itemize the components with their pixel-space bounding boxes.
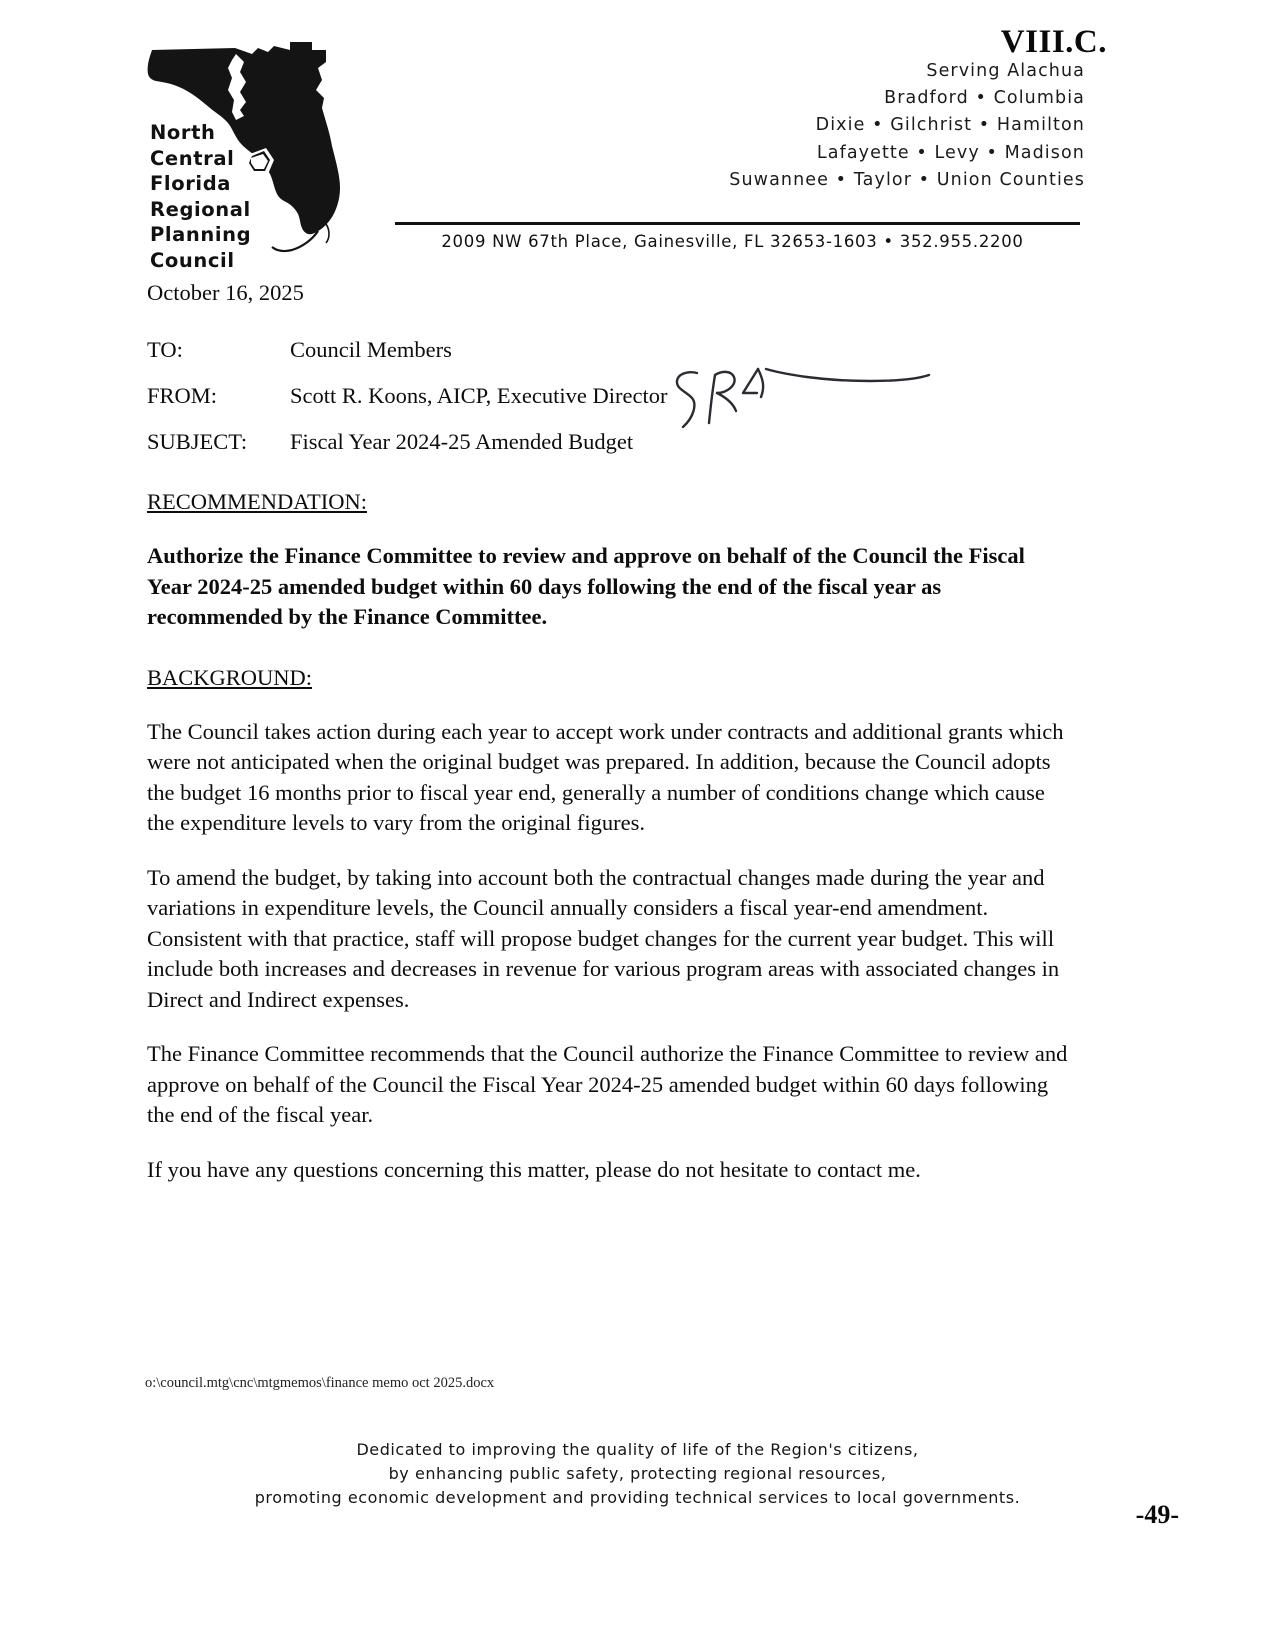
- memo-body: [147, 278, 1072, 1209]
- letterhead-address: 2009 NW 67th Place, Gainesville, FL 32653-1603 • 352.955.2200: [441, 232, 1024, 251]
- tagline-line-3: promoting economic development and providing technical services to local governments.: [254, 1488, 1021, 1507]
- logo-line-4: Regional: [150, 197, 251, 221]
- memo-value-from: Scott R. Koons, AICP, Executive Director: [290, 383, 668, 408]
- letterhead: [0, 0, 1275, 270]
- memo-label-from: FROM:: [147, 383, 218, 408]
- background-heading: BACKGROUND:: [147, 664, 313, 690]
- memo-label-subject: SUBJECT:: [147, 429, 248, 454]
- recommendation-heading: RECOMMENDATION:: [147, 489, 368, 514]
- memo-date: October 16, 2025: [147, 280, 304, 305]
- memo-row-to: [147, 335, 1072, 365]
- background-paragraph-2: To amend the budget, by taking into account both the contractual changes made during the year and variations in expenditure levels, the Council annually considers a fiscal year-end amendment. Consistent with that practice, staff will propose budget changes for the current year budget. This will include both increases and decreases in revenue for various program areas with associated changes in Direct and Indirect expenses.: [147, 864, 1060, 1012]
- page-number: -49-: [1135, 1500, 1179, 1529]
- council-logo: [140, 28, 380, 272]
- memo-row-from: [147, 381, 1072, 411]
- memo-value-subject: Fiscal Year 2024-25 Amended Budget: [290, 429, 634, 454]
- serving-line-2: Bradford • Columbia: [884, 88, 1085, 109]
- document-filepath: o:\council.mtg\cnc\mtgmemos\finance memo oct 2025.docx: [145, 1375, 495, 1391]
- logo-line-6: Council: [150, 248, 235, 272]
- letterhead-divider: [395, 222, 1080, 225]
- logo-line-3: Florida: [150, 172, 232, 195]
- agenda-item-number: VIII.C.: [1000, 24, 1107, 60]
- serving-line-1: Serving Alachua: [926, 61, 1085, 81]
- logo-line-5: Planning: [150, 223, 252, 246]
- memo-value-to: Council Members: [290, 337, 452, 362]
- serving-line-4: Lafayette • Levy • Madison: [816, 142, 1085, 163]
- footer-tagline: [0, 1438, 1275, 1510]
- tagline-line-2: by enhancing public safety, protecting regional resources,: [388, 1464, 887, 1483]
- background-paragraph-1: The Council takes action during each year to accept work under contracts and additional grants which were not anticipated when the original budget was prepared. In addition, because the Council adopts the budget 16 months prior to fiscal year end, generally a number of conditions change which cause the expenditure levels to vary from the original figures.: [147, 718, 1064, 835]
- logo-line-1: North: [150, 121, 216, 144]
- background-paragraph-4: If you have any questions concerning this matter, please do not hesitate to contact me.: [147, 1156, 921, 1182]
- memo-header-rows: [147, 335, 1072, 457]
- serving-line-3: Dixie • Gilchrist • Hamilton: [815, 115, 1085, 136]
- serving-line-5: Suwannee • Taylor • Union Counties: [729, 169, 1085, 190]
- tagline-line-1: Dedicated to improving the quality of life of the Region's citizens,: [356, 1440, 919, 1459]
- serving-counties-block: [385, 58, 1085, 194]
- memo-row-subject: [147, 427, 1072, 457]
- recommendation-text: Authorize the Finance Committee to review and approve on behalf of the Council the Fiscal Year 2024-25 amended budget within 60 days following the end of the fiscal year as recommended by the Finance Committee.: [147, 543, 1025, 629]
- council-logo-wordmark: [150, 120, 290, 273]
- memo-label-to: TO:: [147, 337, 183, 362]
- logo-line-2: Central: [150, 146, 235, 170]
- background-paragraph-3: The Finance Committee recommends that the Council authorize the Finance Committee to review and approve on behalf of the Council the Fiscal Year 2024-25 amended budget within 60 days following the end of the fiscal year.: [147, 1041, 1068, 1127]
